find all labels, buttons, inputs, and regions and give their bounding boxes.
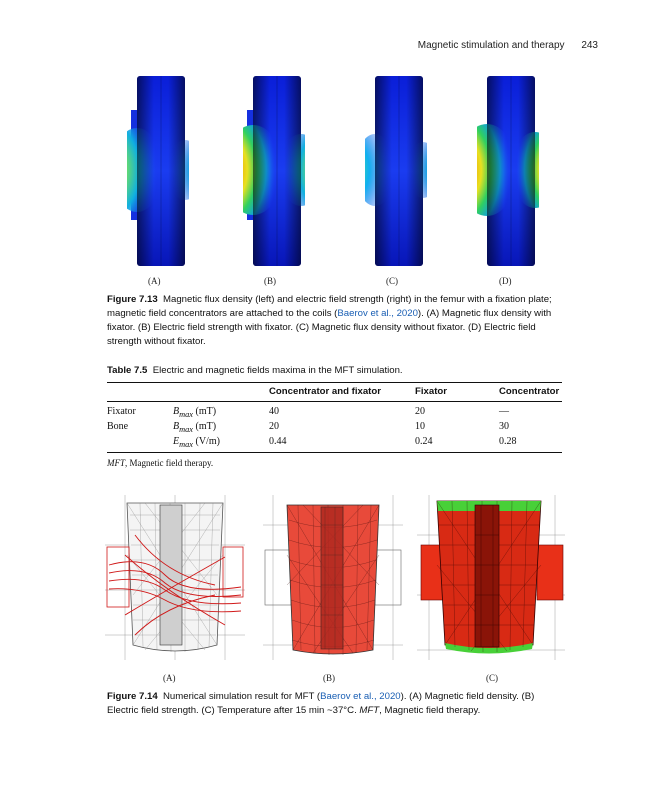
panel-label-d: (D) <box>499 276 512 286</box>
table-cell-quantity: $B_{max}$ (mT) <box>173 406 217 419</box>
table-caption: Electric and magnetic fields maxima in the MFT simulation. <box>152 365 403 376</box>
table-cell: 0.44 <box>269 435 415 453</box>
field-plot-b <box>243 70 305 270</box>
simulation-plot-a <box>105 495 245 660</box>
table-title <box>107 365 403 376</box>
panel-label-b: (B) <box>264 276 276 286</box>
table-cell: 30 <box>499 421 509 432</box>
caption-text-end: ). (A) Magnetic flux density with fixator. (B) Electric field strength with fixator. (C) Magnetic flux density without fixator. (D) Electric field strength without fixator. <box>107 308 552 347</box>
caption-text: Numerical simulation result for MFT ( <box>163 691 321 702</box>
table-cell: 0.28 <box>499 435 562 453</box>
figure-label: Figure 7.13 <box>107 294 158 305</box>
caption-text-mid: ). (A) Magnetic field density. (B) Electric field strength. (C) Temperature after 15 min ~37°C. <box>107 691 535 716</box>
caption-text: Magnetic flux density (left) and electric field strength (right) in the femur with a fixation plate; magnetic field concentrators are attached to the coils ( <box>107 294 552 319</box>
field-plot-a <box>127 70 189 270</box>
table-row <box>107 420 562 435</box>
running-title: Magnetic stimulation and therapy <box>417 40 565 51</box>
table-cell: Bone <box>107 421 129 432</box>
table-cell: 20 <box>415 406 425 417</box>
table-7-5 <box>107 382 562 453</box>
running-header <box>418 40 598 51</box>
footnote-abbr: MFT <box>107 458 125 468</box>
table-footnote <box>107 458 213 468</box>
table-cell-quantity: $B_{max}$ (mT) <box>173 421 217 434</box>
table-row <box>107 435 562 453</box>
table-cell: 10 <box>415 421 425 432</box>
figure-7-14-caption <box>107 690 562 718</box>
table-cell <box>107 435 173 453</box>
table-cell: 40 <box>269 406 279 417</box>
table-cell: 20 <box>269 421 279 432</box>
footnote-text: , Magnetic field therapy. <box>125 458 214 468</box>
panel-label-c: (C) <box>386 276 398 286</box>
panel-label-a: (A) <box>148 276 161 286</box>
table-header-cell: Concentrator and fixator <box>269 383 415 402</box>
panel-label-a: (A) <box>163 673 176 683</box>
figure-label: Figure 7.14 <box>107 691 158 702</box>
table-header-row <box>107 383 562 402</box>
figure-7-13 <box>112 70 572 290</box>
citation-link[interactable]: Baerov et al., 2020 <box>320 691 401 702</box>
panel-label-c: (C) <box>486 673 498 683</box>
caption-text-end: , Magnetic field therapy. <box>379 705 481 716</box>
table-label: Table 7.5 <box>107 365 148 376</box>
figure-7-14 <box>105 495 565 683</box>
table-cell: 0.24 <box>415 435 499 453</box>
panel-label-b: (B) <box>323 673 335 683</box>
table-cell: Fixator <box>107 406 136 417</box>
table-header-cell: Fixator <box>415 383 499 402</box>
table-row <box>107 402 562 421</box>
figure-7-13-caption <box>107 293 562 349</box>
table-header-cell <box>107 383 173 402</box>
table-header-cell <box>173 383 269 402</box>
page-number: 243 <box>581 40 598 51</box>
field-plot-c <box>365 70 427 270</box>
simulation-plot-b <box>263 495 403 660</box>
field-plot-d <box>477 70 539 270</box>
table-header-cell: Concentrator <box>499 383 562 402</box>
simulation-plot-c <box>417 495 565 660</box>
caption-abbr: MFT <box>359 705 380 716</box>
table-cell: — <box>499 406 509 417</box>
table-cell-quantity: $E_{max}$ (V/m) <box>173 435 269 453</box>
citation-link[interactable]: Baerov et al., 2020 <box>337 308 418 319</box>
